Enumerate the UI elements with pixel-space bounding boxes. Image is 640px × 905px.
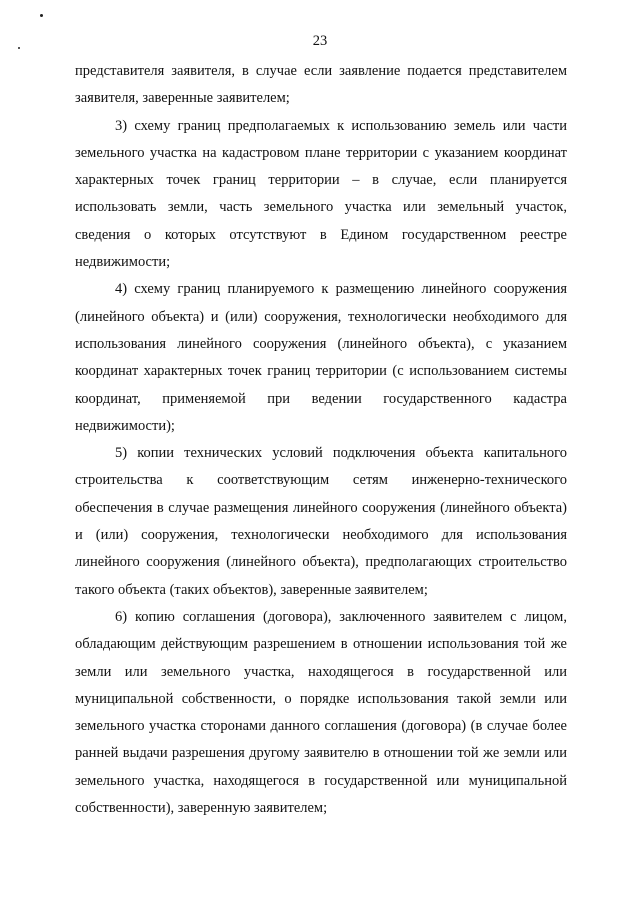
list-item-paragraph: 4) схему границ планируемого к размещению линейного сооружения (линейного объекта) и (или) сооружения, технологически необходимого для использования линейного сооружения (линейного объекта), с указанием координат характерных точек границ территории (с использованием системы координат, применяемой при ведении государственного кадастра недвижимости); [75,281,567,434]
page-number: 23 [312,33,328,49]
list-item-paragraph: 5) копии технических условий подключения объекта капитального строительства к соответствующим сетям инженерно-технического обеспечения в случае размещения линейного сооружения (линейного объекта) и (или) сооружения, технологически необходимого для использования линейного сооружения (линейного объекта), предполагающих строительство такого объекта (таких объектов), заверенные заявителем; [75,445,567,598]
paragraph: представителя заявителя, в случае если заявление подается представителем заявителя, заверенные заявителем; [75,63,567,107]
list-item-paragraph: 6) копию соглашения (договора), заключенного заявителем с лицом, обладающим действующим разрешением в отношении использования той же земли или земельного участка, находящегося в государственной или муниципальной собственности, о порядке использования такой земли или земельного участка сторонами данного соглашения (договора) (в случае более ранней выдачи разрешения другому заявителю в отношении той же земли или земельного участка, находящегося в государственной или муниципальной собственности), заверенную заявителем; [75,608,567,817]
body-text [75,58,567,822]
scan-speck [40,14,43,17]
list-item-paragraph: 3) схему границ предполагаемых к использованию земель или части земельного участка на кадастровом плане территории с указанием координат характерных точек границ территории – в случае, если планируется использовать земли, часть земельного участка или земельный участок, сведения о которых отсутствуют в Едином государственном реестре недвижимости; [75,117,567,271]
